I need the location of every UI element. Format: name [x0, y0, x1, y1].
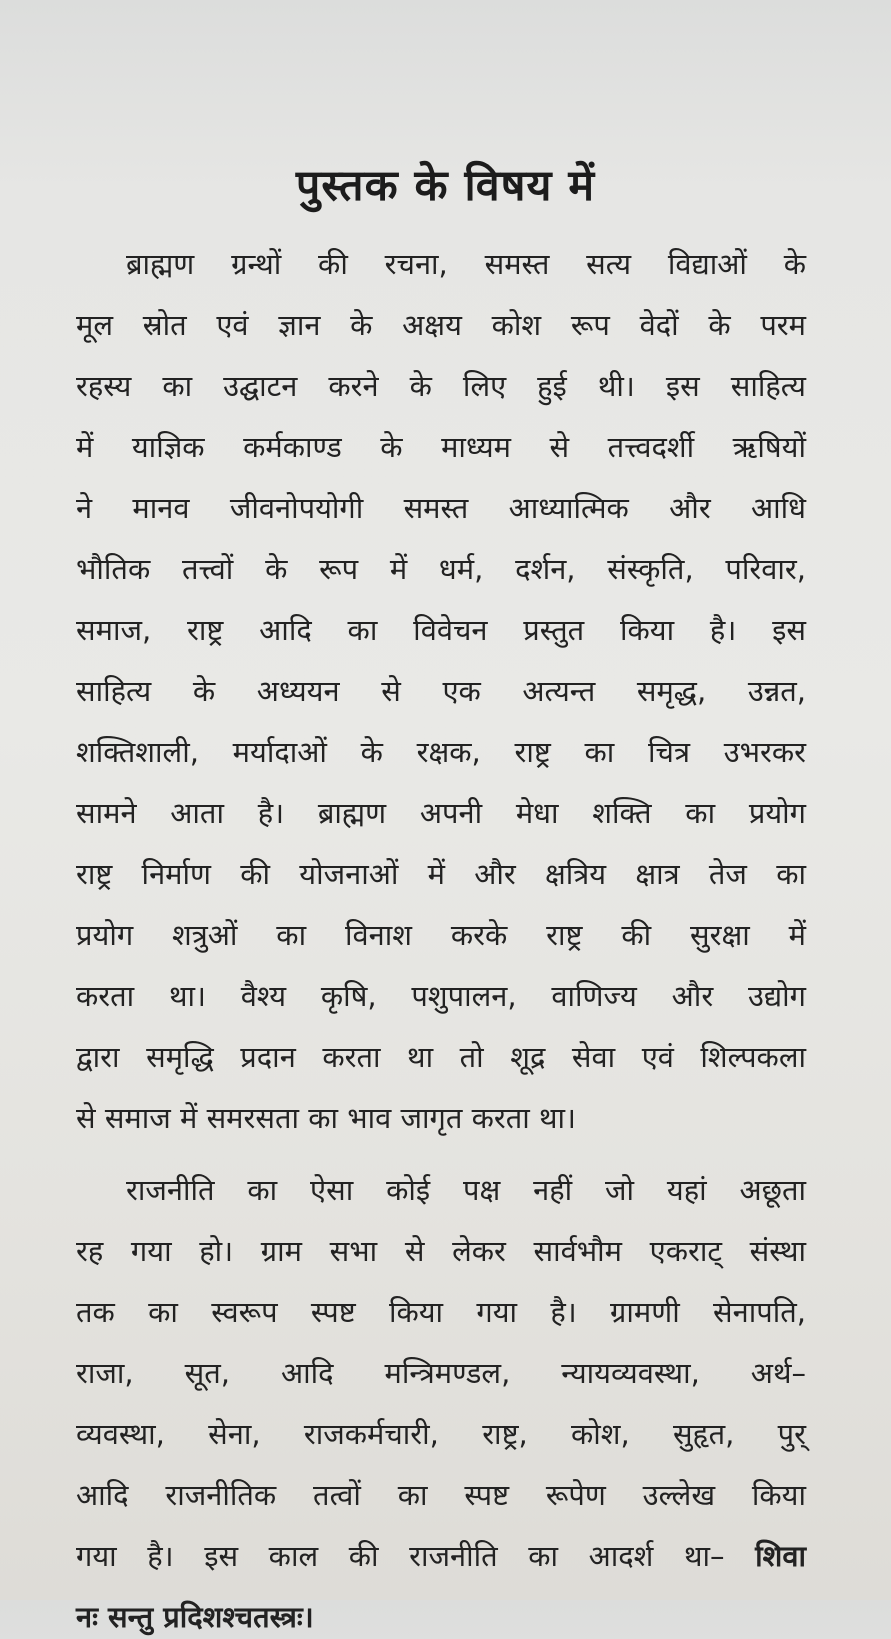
- paragraph-2-line-2: रह गया हो। ग्राम सभा से लेकर सार्वभौम एकराट् संस्था: [76, 1234, 806, 1268]
- paragraph-1-line-13: करता था। वैश्य कृषि, पशुपालन, वाणिज्य और उद्योग: [76, 979, 806, 1013]
- paragraph-1-line-10: सामने आता है। ब्राह्मण अपनी मेधा शक्ति का प्रयोग: [76, 796, 806, 830]
- paragraph-2-line-5: व्यवस्था, सेना, राजकर्मचारी, राष्ट्र, कोश, सुहृत, पुर्: [76, 1417, 806, 1451]
- paragraph-1-line-6: भौतिक तत्त्वों के रूप में धर्म, दर्शन, संस्कृति, परिवार,: [76, 552, 806, 586]
- paragraph-2-line-3: तक का स्वरूप स्पष्ट किया गया है। ग्रामणी सेनापति,: [76, 1295, 806, 1329]
- paragraph-2-line-7: [76, 1534, 806, 1578]
- paragraph-1-line-3: रहस्य का उद्घाटन करने के लिए हुई थी। इस साहित्य: [76, 369, 806, 403]
- quote-line-2: नः सन्तु प्रदिशश्चतस्त्रः।: [76, 1600, 314, 1634]
- paragraph-2-line-7-text: गया है। इस काल की राजनीति का आदर्श था–: [76, 1539, 725, 1573]
- paragraph-1-line-4: में याज्ञिक कर्मकाण्ड के माध्यम से तत्त्वदर्शी ऋषियों: [76, 430, 806, 464]
- paragraph-2-line-4: राजा, सूत, आदि मन्त्रिमण्डल, न्यायव्यवस्था, अर्थ–: [76, 1356, 806, 1390]
- paragraph-2-line-1: राजनीति का ऐसा कोई पक्ष नहीं जो यहां अछूता: [126, 1173, 806, 1207]
- paragraph-1-line-15: से समाज में समरसता का भाव जागृत करता था।: [76, 1101, 577, 1135]
- paragraph-1-line-1: ब्राह्मण ग्रन्थों की रचना, समस्त सत्य विद्याओं के: [126, 247, 806, 281]
- paragraph-1-line-8: साहित्य के अध्ययन से एक अत्यन्त समृद्ध, उन्नत,: [76, 674, 806, 708]
- paragraph-1-line-2: मूल स्रोत एवं ज्ञान के अक्षय कोश रूप वेदों के परम: [76, 308, 806, 342]
- paragraph-1-line-14: द्वारा समृद्धि प्रदान करता था तो शूद्र सेवा एवं शिल्पकला: [76, 1040, 806, 1074]
- paragraph-1-line-7: समाज, राष्ट्र आदि का विवेचन प्रस्तुत किया है। इस: [76, 613, 806, 647]
- paragraph-1-line-9: शक्तिशाली, मर्यादाओं के रक्षक, राष्ट्र का चित्र उभरकर: [76, 735, 806, 769]
- page-title: पुस्तक के विषय में: [295, 161, 596, 211]
- paragraph-1-line-12: प्रयोग शत्रुओं का विनाश करके राष्ट्र की सुरक्षा में: [76, 918, 806, 952]
- quote-line-1: शिवा: [755, 1539, 806, 1573]
- paragraph-1-line-5: ने मानव जीवनोपयोगी समस्त आध्यात्मिक और आधि: [76, 491, 806, 525]
- paragraph-2-line-6: आदि राजनीतिक तत्वों का स्पष्ट रूपेण उल्लेख किया: [76, 1478, 806, 1512]
- paragraph-1-line-11: राष्ट्र निर्माण की योजनाओं में और क्षत्रिय क्षात्र तेज का: [76, 857, 806, 891]
